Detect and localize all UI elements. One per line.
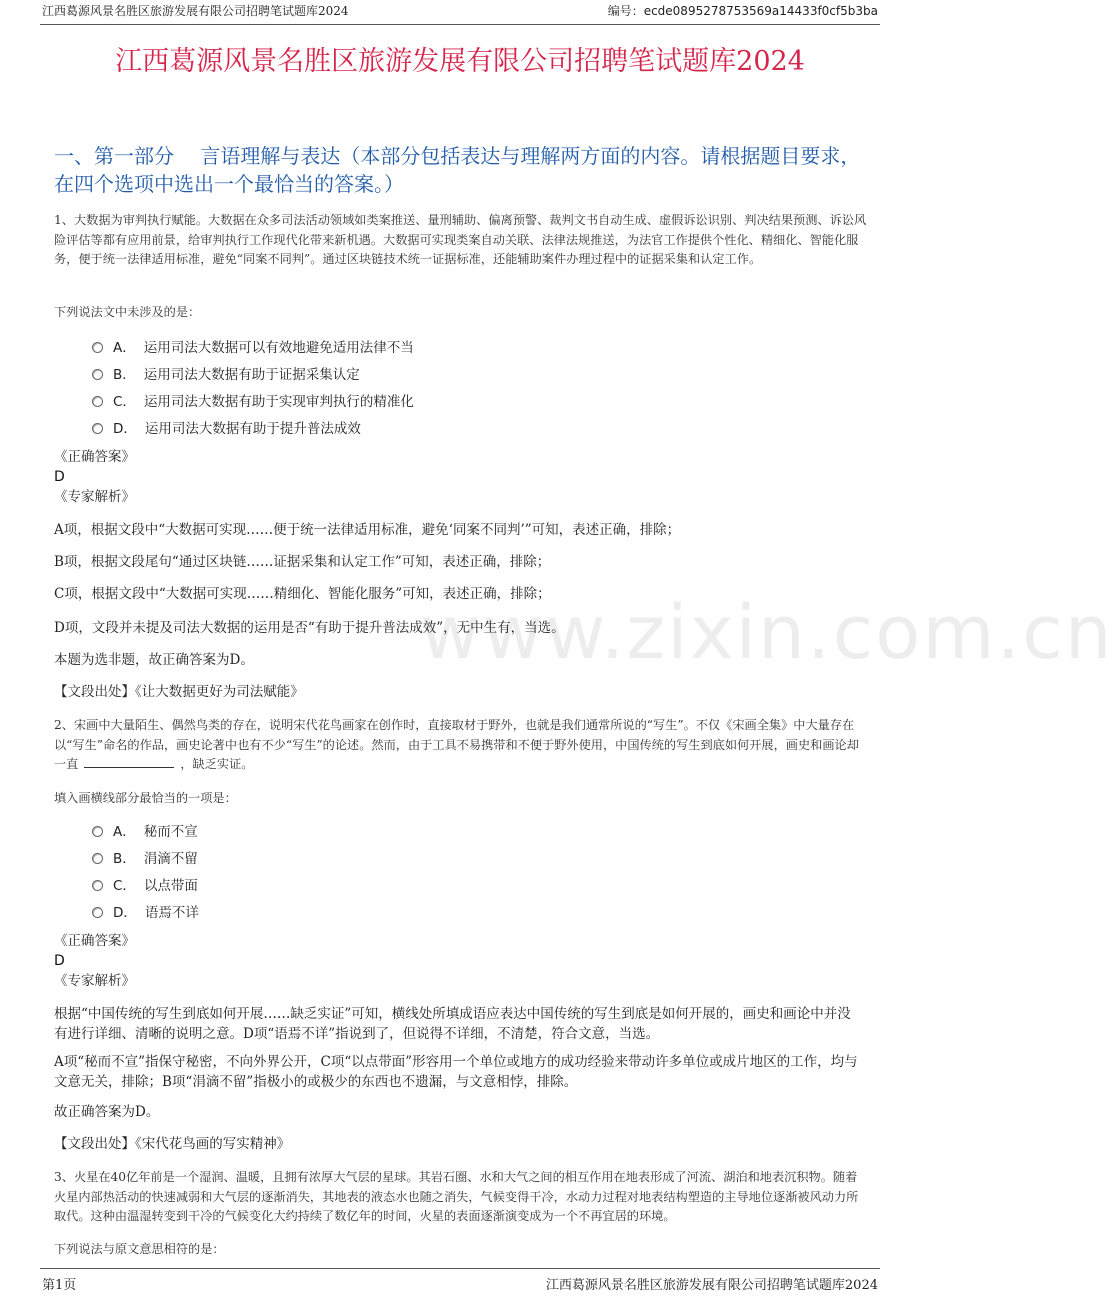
radio-icon[interactable] [92, 423, 103, 434]
page-header [40, 0, 880, 25]
fill-in-blank [84, 755, 174, 768]
q1-analysis-line: C项，根据文段中“大数据可实现……精细化、智能化服务”可知，表述正确，排除； [54, 586, 551, 602]
q1-option-c[interactable]: C． 运用司法大数据有助于实现审判执行的精准化 [92, 392, 414, 412]
q1-analysis-label: 《专家解析》 [54, 489, 135, 505]
header-doc-id: 编号：ecde0895278753569a14433f0cf5b3ba [607, 4, 878, 18]
q1-option-d[interactable]: D． 运用司法大数据有助于提升普法成效 [92, 419, 361, 439]
q3-passage: 3、火星在40亿年前是一个湿润、温暖，且拥有浓厚大气层的星球。其岩石圈、水和大气之间的相互作用在地表形成了河流、湖泊和地表沉积物。随着火星内部热活动的快速减弱和大气层的逐渐消失，其地表的液态水也随之消失，气候变得干冷，水动力过程对地表结构塑造的主导地位逐渐被风动力所取代。这种由温湿转变到干冷的气候变化大约持续了数亿年的时间，火星的表面逐渐演变成为一个不再宜居的环境。 [54, 1170, 859, 1223]
radio-icon[interactable] [92, 853, 103, 864]
q2-analysis-line: A项“秘而不宣”指保守秘密，不向外界公开，C项“以点带面”形容用一个单位或地方的成功经验来带动许多单位或成片地区的工作，均与文意无关，排除；B项“涓滴不留”指极小的或极少的东西也不遗漏，与文意相悖，排除。 [54, 1054, 858, 1090]
q2-option-a[interactable]: A． 秘而不宣 [92, 822, 198, 842]
q1-prompt: 下列说法文中未涉及的是： [54, 305, 201, 319]
q2-option-d[interactable]: D． 语焉不详 [92, 903, 199, 923]
q1-source: 【文段出处】《让大数据更好为司法赋能》 [54, 684, 304, 700]
q2-answer-label: 《正确答案》 [54, 933, 135, 949]
q1-option-a[interactable]: A． 运用司法大数据可以有效地避免适用法律不当 [92, 338, 414, 358]
page-footer [40, 1268, 880, 1303]
q2-source: 【文段出处】《宋代花鸟画的写实精神》 [54, 1136, 291, 1152]
q1-answer: D [54, 469, 65, 485]
document-title: 江西葛源风景名胜区旅游发展有限公司招聘笔试题库2024 [115, 46, 805, 77]
q2-option-b[interactable]: B． 涓滴不留 [92, 849, 198, 869]
page-number: 第1页 [42, 1278, 77, 1293]
radio-icon[interactable] [92, 826, 103, 837]
q1-analysis-line: B项，根据文段尾句“通过区块链……证据采集和认定工作”可知，表述正确，排除； [54, 554, 551, 570]
q1-option-b[interactable]: B． 运用司法大数据有助于证据采集认定 [92, 365, 360, 385]
radio-icon[interactable] [92, 880, 103, 891]
radio-icon[interactable] [92, 342, 103, 353]
q1-answer-label: 《正确答案》 [54, 449, 135, 465]
q2-conclusion: 故正确答案为D。 [54, 1104, 160, 1120]
q2-analysis-line: 根据“中国传统的写生到底如何开展……缺乏实证”可知，横线处所填成语应表达中国传统的写生到底是如何开展的，画史和画论中并没有进行详细、清晰的说明之意。D项“语焉不详”指说到了，但说得不详细，不清楚，符合文意，当选。 [54, 1006, 851, 1042]
radio-icon[interactable] [92, 369, 103, 380]
radio-icon[interactable] [92, 396, 103, 407]
section-heading: 一、第一部分 言语理解与表达（本部分包括表达与理解两方面的内容。请根据题目要求，在四个选项中选出一个最恰当的答案。） [54, 144, 861, 196]
q1-conclusion: 本题为选非题，故正确答案为D。 [54, 652, 254, 668]
watermark: www.zixin.com.cn [420, 590, 1114, 676]
q2-prompt: 填入画横线部分最恰当的一项是： [54, 791, 237, 805]
radio-icon[interactable] [92, 907, 103, 918]
q1-passage: 1、大数据为审判执行赋能。大数据在众多司法活动领域如类案推送、量刑辅助、偏离预警、裁判文书自动生成、虚假诉讼识别、判决结果预测、诉讼风险评估等都有应用前景，给审判执行工作现代化带来新机遇。大数据可实现类案自动关联、法律法规推送，为法官工作提供个性化、精细化、智能化服务，便于统一法律适用标准，避免“同案不同判”。通过区块链技术统一证据标准，还能辅助案件办理过程中的证据采集和认定工作。 [54, 213, 867, 266]
header-doc-title: 江西葛源风景名胜区旅游发展有限公司招聘笔试题库2024 [42, 4, 349, 18]
footer-doc-title: 江西葛源风景名胜区旅游发展有限公司招聘笔试题库2024 [545, 1278, 878, 1293]
q1-analysis-line: A项，根据文段中“大数据可实现……便于统一法律适用标准，避免‘同案不同判’”可知，表述正确，排除； [54, 522, 681, 538]
q2-passage: 2、宋画中大量陌生、偶然鸟类的存在，说明宋代花鸟画家在创作时，直接取材于野外，也就是我们通常所说的“写生”。不仅《宋画全集》中大量存在以“写生”命名的作品，画史论著中也有不少“写生”的论述。然而，由于工具不易携带和不便于野外使用，中国传统的写生到底如何开展，画史和画论却一直 ，缺乏实证。 [54, 718, 859, 771]
q2-option-c[interactable]: C． 以点带面 [92, 876, 198, 896]
q1-analysis-line: D项，文段并未提及司法大数据的运用是否“有助于提升普法成效”，无中生有，当选。 [54, 620, 565, 636]
q3-prompt: 下列说法与原文意思相符的是： [54, 1242, 225, 1256]
q2-analysis-label: 《专家解析》 [54, 973, 135, 989]
q2-answer: D [54, 953, 65, 969]
